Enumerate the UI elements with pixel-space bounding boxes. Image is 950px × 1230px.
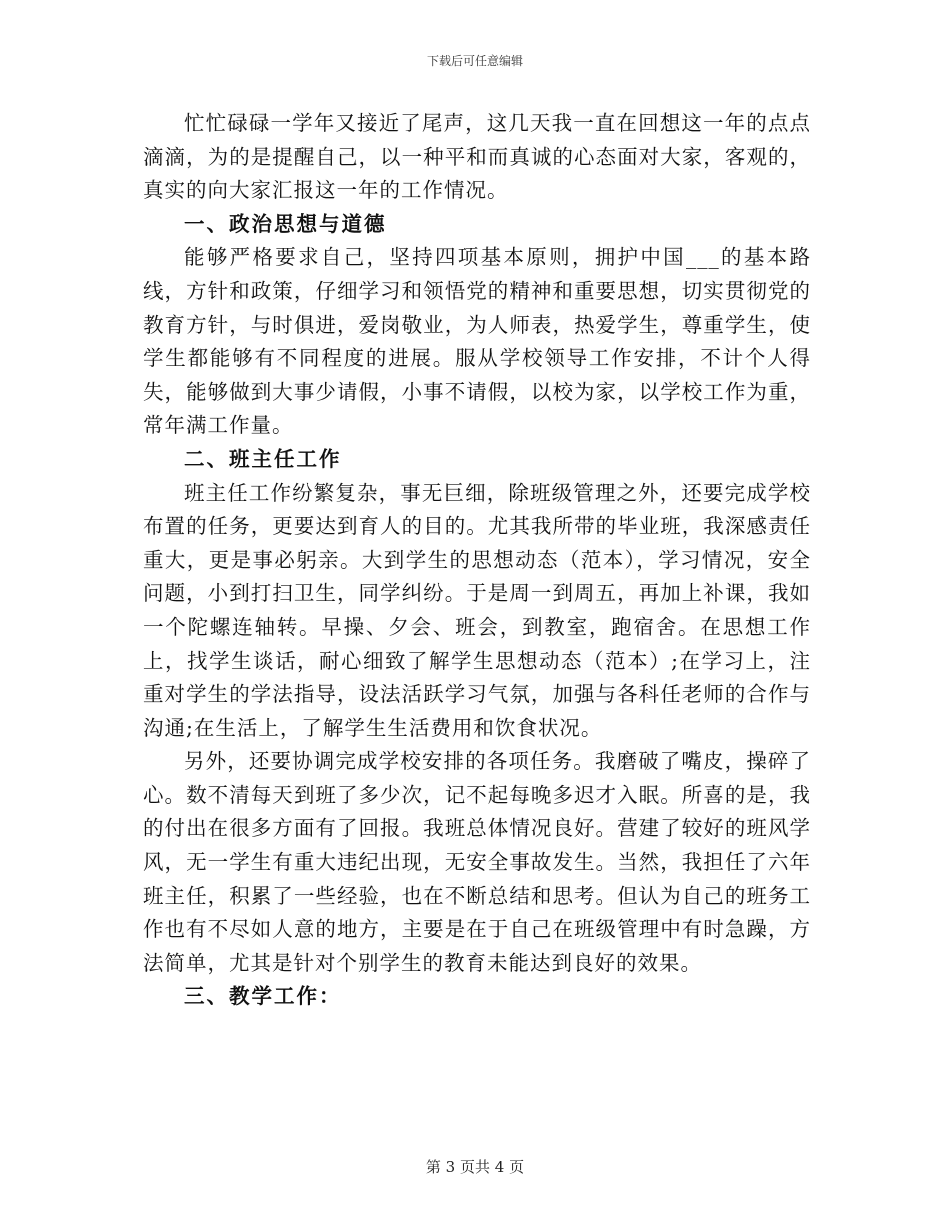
page-footer: 第 3 页共 4 页 [425, 1158, 525, 1176]
section-heading-politics: 一、政治思想与道德 [184, 211, 387, 236]
intro-paragraph: 忙忙碌碌一学年又接近了尾声，这几天我一直在回想这一年的点点滴滴，为的是提醒自己，以一种平和而真诚的心态面对大家，客观的，真实的向大家汇报这一年的工作情况。 [143, 111, 811, 203]
page-header: 下载后可任意编辑 [426, 54, 523, 68]
section-heading-class-teacher: 二、班主任工作 [184, 446, 342, 471]
politics-paragraph: 能够严格要求自己，坚持四项基本原则，拥护中国___的基本路线，方针和政策，仔细学习和领悟党的精神和重要思想，切实贯彻党的教育方针，与时俱进，爱岗敬业，为人师表，热爱学生，尊重学生，使学生都能够有不同程度的进展。服从学校领导工作安排，不计个人得失，能够做到大事少请假，小事不请假，以校为家，以学校工作为重，常年满工作量。 [143, 245, 811, 438]
class-teacher-paragraph-1: 班主任工作纷繁复杂，事无巨细，除班级管理之外，还要完成学校布置的任务，更要达到育人的目的。尤其我所带的毕业班，我深感责任重大，更是事必躬亲。大到学生的思想动态（范本），学习情况，安全问题，小到打扫卫生，同学纠纷。于是周一到周五，再加上补课，我如一个陀螺连轴转。早操、夕会、班会，到教室，跑宿舍。在思想工作上，找学生谈话，耐心细致了解学生思想动态（范本）;在学习上，注重对学生的学法指导，设法活跃学习气氛，加强与各科任老师的合作与沟通;在生活上，了解学生生活费用和饮食状况。 [143, 480, 811, 740]
section-heading-teaching: 三、教学工作： [184, 984, 342, 1009]
class-teacher-paragraph-2: 另外，还要协调完成学校安排的各项任务。我磨破了嘴皮，操碎了心。数不清每天到班了多少次，记不起每晚多迟才入眠。所喜的是，我的付出在很多方面有了回报。我班总体情况良好。营建了较好的班风学风，无一学生有重大违纪出现，无安全事故发生。当然，我担任了六年班主任，积累了一些经验，也在不断总结和思考。但认为自己的班务工作也有不尽如人意的地方，主要是在于自己在班级管理中有时急躁，方法简单，尤其是针对个别学生的教育未能达到良好的效果。 [143, 749, 811, 975]
document-body [143, 107, 811, 1014]
